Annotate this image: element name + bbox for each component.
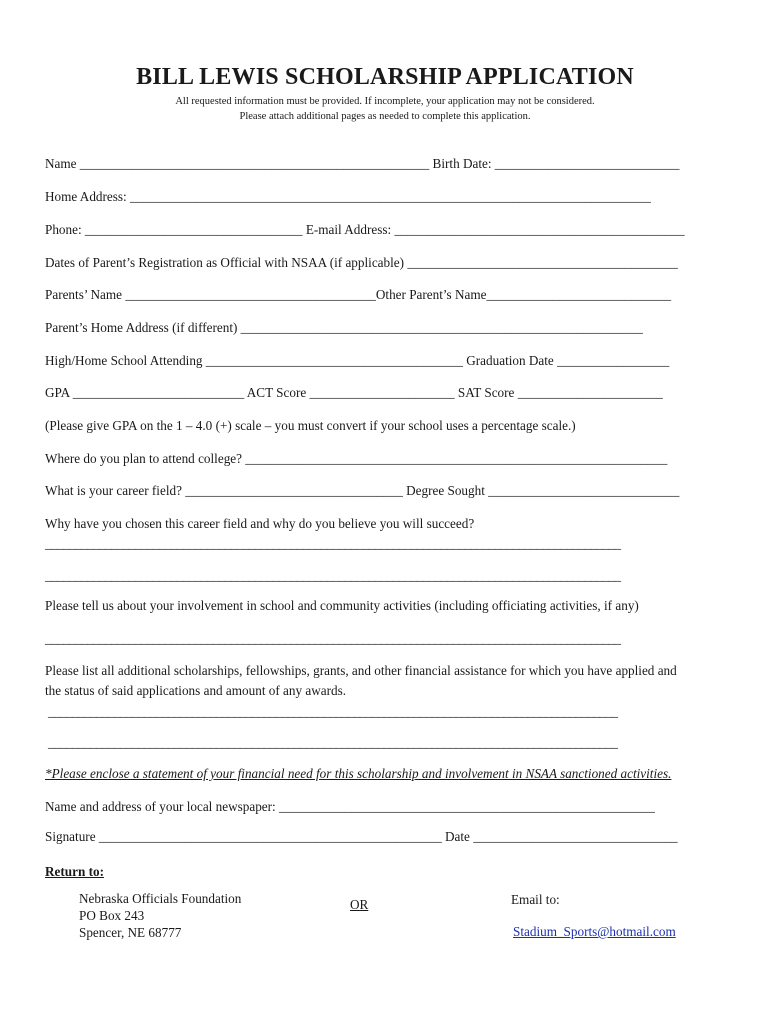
college-field[interactable]: Where do you plan to attend college? ________________________________________________________________ bbox=[45, 451, 668, 466]
parent-home-address-field[interactable]: Parent’s Home Address (if different) _____________________________________________________________ bbox=[45, 320, 643, 335]
or-label: OR bbox=[350, 897, 369, 912]
mail-po-box: PO Box 243 bbox=[79, 908, 145, 923]
career-why-answer-line-2[interactable]: ________________________________________________________________________________________________ bbox=[45, 568, 621, 583]
registration-dates-field[interactable]: Dates of Parent’s Registration as Official with NSAA (if applicable) _________________________________________ bbox=[45, 255, 678, 270]
page-title: BILL LEWIS SCHOLARSHIP APPLICATION bbox=[136, 64, 634, 90]
newspaper-field[interactable]: Name and address of your local newspaper: _________________________________________________________ bbox=[45, 799, 655, 814]
scholarships-answer-line-2[interactable]: _______________________________________________________________________________________________ bbox=[48, 735, 618, 750]
name-birthdate-field[interactable]: Name _____________________________________________________ Birth Date: ____________________________ bbox=[45, 156, 680, 171]
career-degree-field[interactable]: What is your career field? _________________________________ Degree Sought _____________________________ bbox=[45, 483, 680, 498]
gpa-act-sat-field[interactable]: GPA __________________________ ACT Score ______________________ SAT Score ______________________ bbox=[45, 385, 663, 400]
school-graduation-field[interactable]: High/Home School Attending _______________________________________ Graduation Date _________________ bbox=[45, 353, 670, 368]
mail-city: Spencer, NE 68777 bbox=[79, 925, 182, 940]
involvement-question: Please tell us about your involvement in school and community activities (including officiating activities, if any) bbox=[45, 598, 639, 613]
home-address-field[interactable]: Home Address: _______________________________________________________________________________ bbox=[45, 189, 651, 204]
scholarships-answer-line-1[interactable]: _______________________________________________________________________________________________ bbox=[48, 704, 618, 719]
instructions-line-1: All requested information must be provided. If incomplete, your application may not be considered. bbox=[175, 96, 595, 107]
involvement-answer-line[interactable]: ________________________________________________________________________________________________ bbox=[45, 631, 621, 646]
parents-name-field[interactable]: Parents’ Name ______________________________________Other Parent’s Name____________________________ bbox=[45, 287, 672, 302]
phone-email-field[interactable]: Phone: _________________________________ E-mail Address: ____________________________________________ bbox=[45, 222, 685, 237]
mail-org-name: Nebraska Officials Foundation bbox=[79, 891, 242, 906]
email-link[interactable]: Stadium_Sports@hotmail.com bbox=[513, 924, 676, 939]
scholarships-question-line-1: Please list all additional scholarships, fellowships, grants, and other financial assistance for which you have applied and bbox=[45, 663, 677, 678]
signature-date-field[interactable]: Signature ____________________________________________________ Date _______________________________ bbox=[45, 829, 678, 844]
financial-need-note: *Please enclose a statement of your financial need for this scholarship and involvement in NSAA sanctioned activities. bbox=[45, 766, 672, 781]
email-to-label: Email to: bbox=[511, 892, 560, 907]
career-why-question: Why have you chosen this career field and why do you believe you will succeed? bbox=[45, 516, 475, 531]
instructions-line-2: Please attach additional pages as needed to complete this application. bbox=[239, 111, 531, 122]
gpa-scale-note: (Please give GPA on the 1 – 4.0 (+) scale – you must convert if your school uses a percentage scale.) bbox=[45, 418, 576, 433]
career-why-answer-line-1[interactable]: ________________________________________________________________________________________________ bbox=[45, 536, 621, 551]
return-to-label: Return to: bbox=[45, 864, 104, 879]
scholarships-question-line-2: the status of said applications and amount of any awards. bbox=[45, 683, 347, 698]
